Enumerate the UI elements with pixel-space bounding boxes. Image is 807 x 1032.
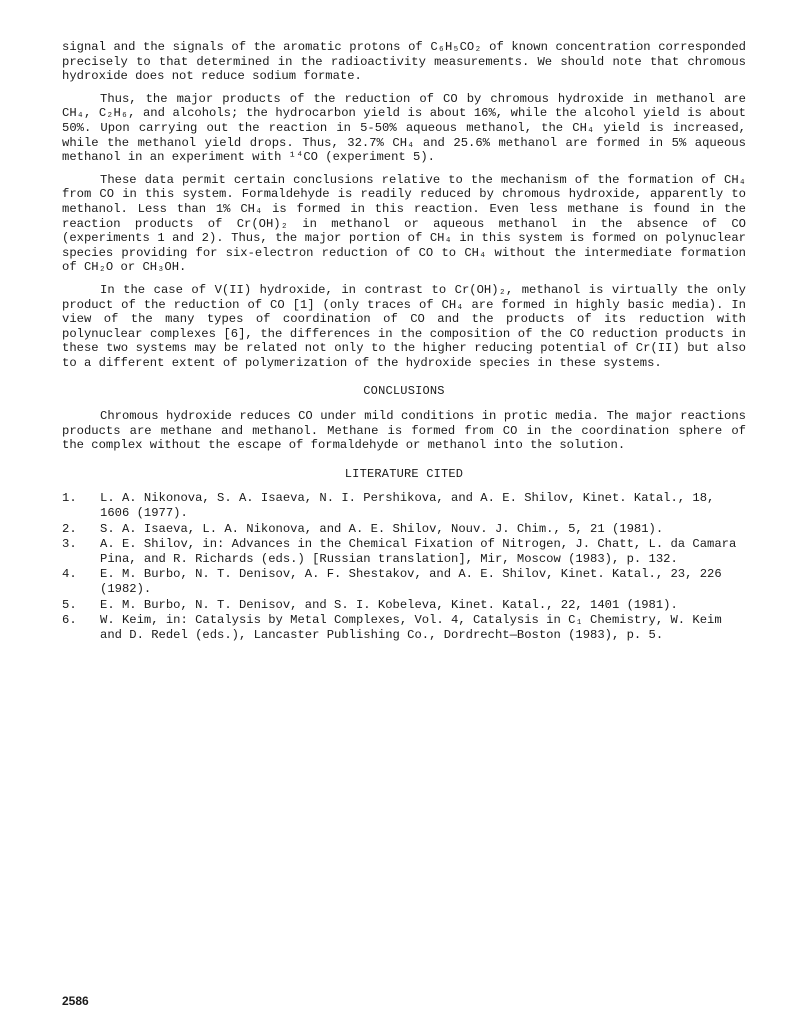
reference-text: E. M. Burbo, N. T. Denisov, A. F. Shestakov, and A. E. Shilov, Kinet. Katal., 23, 226 (1982). [100, 567, 722, 596]
paragraph-1: signal and the signals of the aromatic protons of C₆H₅CO₂ of known concentration corresponded precisely to that determined in the radioactivity measurements. We should note that chromous hydroxide does not reduce sodium formate. [62, 40, 746, 84]
reference-item [62, 537, 746, 566]
reference-number: 3. [62, 537, 77, 552]
paragraph-2: Thus, the major products of the reduction of CO by chromous hydroxide in methanol are CH₄, C₂H₆, and alcohols; the hydrocarbon yield is about 16%, while the alcohol yield is about 50%. Upon carrying out the reaction in 5-50% aqueous methanol, the CH₄ yield is increased, while the methanol yield drops. Thus, 32.7% CH₄ and 25.6% methanol are formed in 5% aqueous methanol in an experiment with ¹⁴CO (experiment 5). [62, 91, 746, 165]
reference-item [62, 491, 746, 520]
reference-number: 4. [62, 567, 77, 582]
page-number: 2586 [62, 994, 89, 1008]
reference-number: 2. [62, 521, 77, 536]
conclusions-heading: CONCLUSIONS [363, 384, 445, 399]
paragraph-4: In the case of V(II) hydroxide, in contrast to Cr(OH)₂, methanol is virtually the only product of the reduction of CO [1] (only traces of CH₄ are formed in highly basic media). In view of the many types of coordination of CO and the products of its reduction with polynuclear complexes [6], the differences in the composition of the CO reduction products in these two systems may be related not only to the higher reducing potential of Cr(II) but also to a different extent of polymerization of the hydroxide species in these systems. [62, 282, 746, 370]
reference-text: L. A. Nikonova, S. A. Isaeva, N. I. Pershikova, and A. E. Shilov, Kinet. Katal., 18, 1606 (1977). [100, 491, 715, 521]
reference-item [62, 567, 746, 596]
reference-item [62, 598, 746, 613]
literature-heading: LITERATURE CITED [344, 466, 464, 481]
reference-text: A. E. Shilov, in: Advances in the Chemical Fixation of Nitrogen, J. Chatt, L. da Camara Pina, and R. Richards (eds.) [Russian translation], Mir, Moscow (1983), p. 132. [100, 537, 737, 566]
page-body [62, 40, 746, 643]
reference-item [62, 613, 746, 642]
reference-item [62, 522, 746, 537]
reference-text: E. M. Burbo, N. T. Denisov, and S. I. Kobeleva, Kinet. Katal., 22, 1401 (1981). [100, 597, 678, 612]
reference-number: 6. [62, 613, 77, 628]
reference-list [62, 491, 746, 642]
conclusions-text: Chromous hydroxide reduces CO under mild conditions in protic media. The major reactions products are methane and methanol. Methane is formed from CO in the coordination sphere of the complex without the escape of formaldehyde or methanol into the solution. [62, 409, 746, 453]
paragraph-3: These data permit certain conclusions relative to the mechanism of the formation of CH₄ from CO in this system. Formaldehyde is readily reduced by chromous hydroxide, apparently to methanol. Less than 1% CH₄ is formed in this reaction. Even less methane is found in the reaction products of Cr(OH)₂ in methanol or aqueous methanol in the absence of CO (experiments 1 and 2). Thus, the major portion of CH₄ in this system is formed on polynuclear species providing for six-electron reduction of CO to CH₄ without the intermediate formation of CH₂O or CH₃OH. [62, 172, 746, 275]
reference-text: W. Keim, in: Catalysis by Metal Complexes, Vol. 4, Catalysis in C₁ Chemistry, W. Keim and D. Redel (eds.), Lancaster Publishing Co., Dordrecht—Boston (1983), p. 5. [100, 613, 722, 642]
reference-number: 5. [62, 597, 77, 612]
reference-number: 1. [62, 491, 77, 506]
reference-text: S. A. Isaeva, L. A. Nikonova, and A. E. Shilov, Nouv. J. Chim., 5, 21 (1981). [100, 521, 664, 536]
